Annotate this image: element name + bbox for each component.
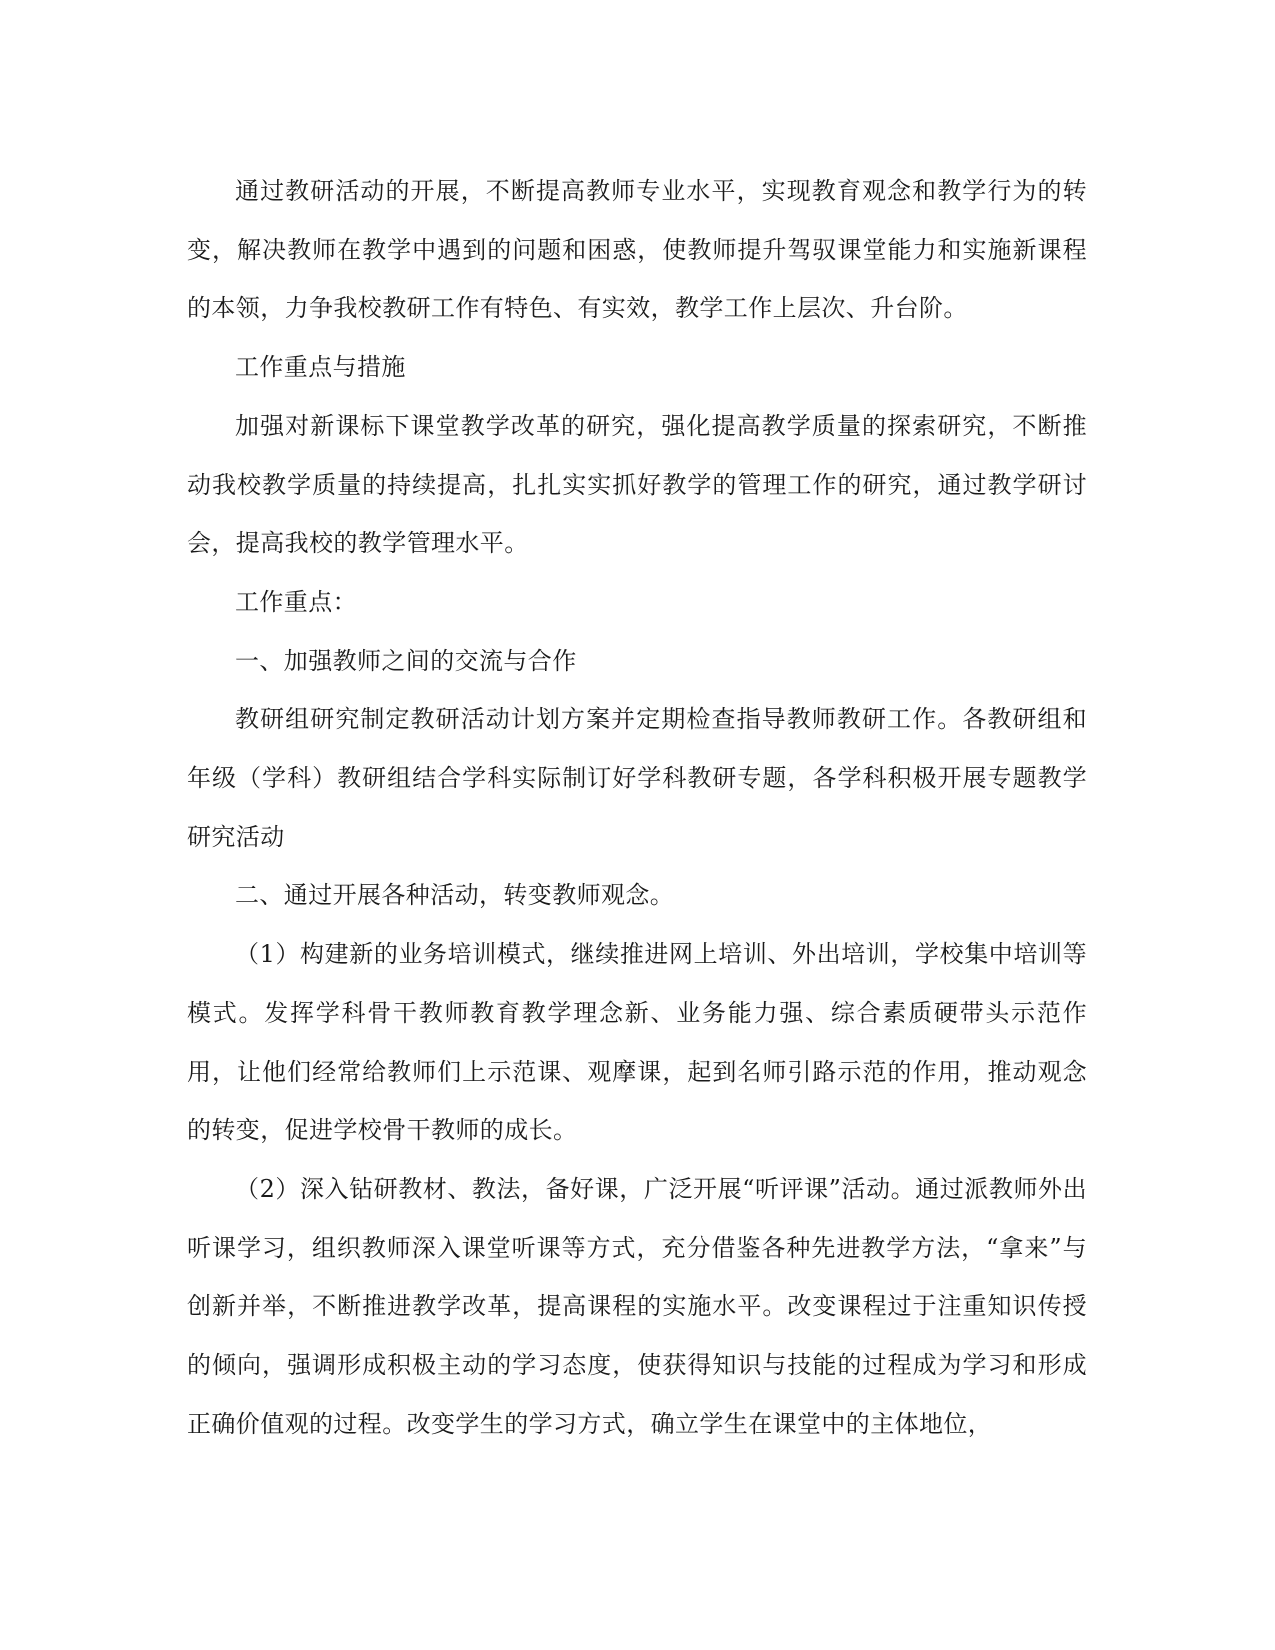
document-body	[187, 162, 1087, 1453]
paragraph-strengthen-research: 加强对新课标下课堂教学改革的研究，强化提高教学质量的探索研究，不断推动我校教学质量的持续提高，扎扎实实抓好教学的管理工作的研究，通过教学研讨会，提高我校的教学管理水平。	[187, 411, 1087, 558]
paragraph-training-model: （1）构建新的业务培训模式，继续推进网上培训、外出培训，学校集中培训等模式。发挥学科骨干教师教育教学理念新、业务能力强、综合素质硬带头示范作用，让他们经常给教师们上示范课、观摩课，起到名师引路示范的作用，推动观念的转变，促进学校骨干教师的成长。	[187, 940, 1087, 1145]
paragraph-teaching-research-groups: 教研组研究制定教研活动计划方案并定期检查指导教师教研工作。各教研组和年级（学科）教研组结合学科实际制订好学科教研专题，各学科积极开展专题教学研究活动	[187, 705, 1087, 851]
section-heading-item-one: 一、加强教师之间的交流与合作	[235, 646, 577, 675]
section-heading-work-focus: 工作重点：	[235, 587, 357, 616]
section-heading-item-two: 二、通过开展各种活动，转变教师观念。	[235, 881, 675, 910]
paragraph-lesson-study: （2）深入钻研教材、教法，备好课，广泛开展“听评课”活动。通过派教师外出听课学习，组织教师深入课堂听课等方式，充分借鉴各种先进教学方法，“拿来”与创新并举，不断推进教学改革，提高课程的实施水平。改变课程过于注重知识传授的倾向，强调形成积极主动的学习态度，使获得知识与技能的过程成为学习和形成正确价值观的过程。改变学生的学习方式，确立学生在课堂中的主体地位，	[187, 1174, 1087, 1438]
paragraph-intro: 通过教研活动的开展，不断提高教师专业水平，实现教育观念和教学行为的转变，解决教师在教学中遇到的问题和困惑，使教师提升驾驭课堂能力和实施新课程的本领，力争我校教研工作有特色、有实效，教学工作上层次、升台阶。	[187, 177, 1087, 323]
section-heading-focus-and-measures: 工作重点与措施	[235, 353, 406, 382]
